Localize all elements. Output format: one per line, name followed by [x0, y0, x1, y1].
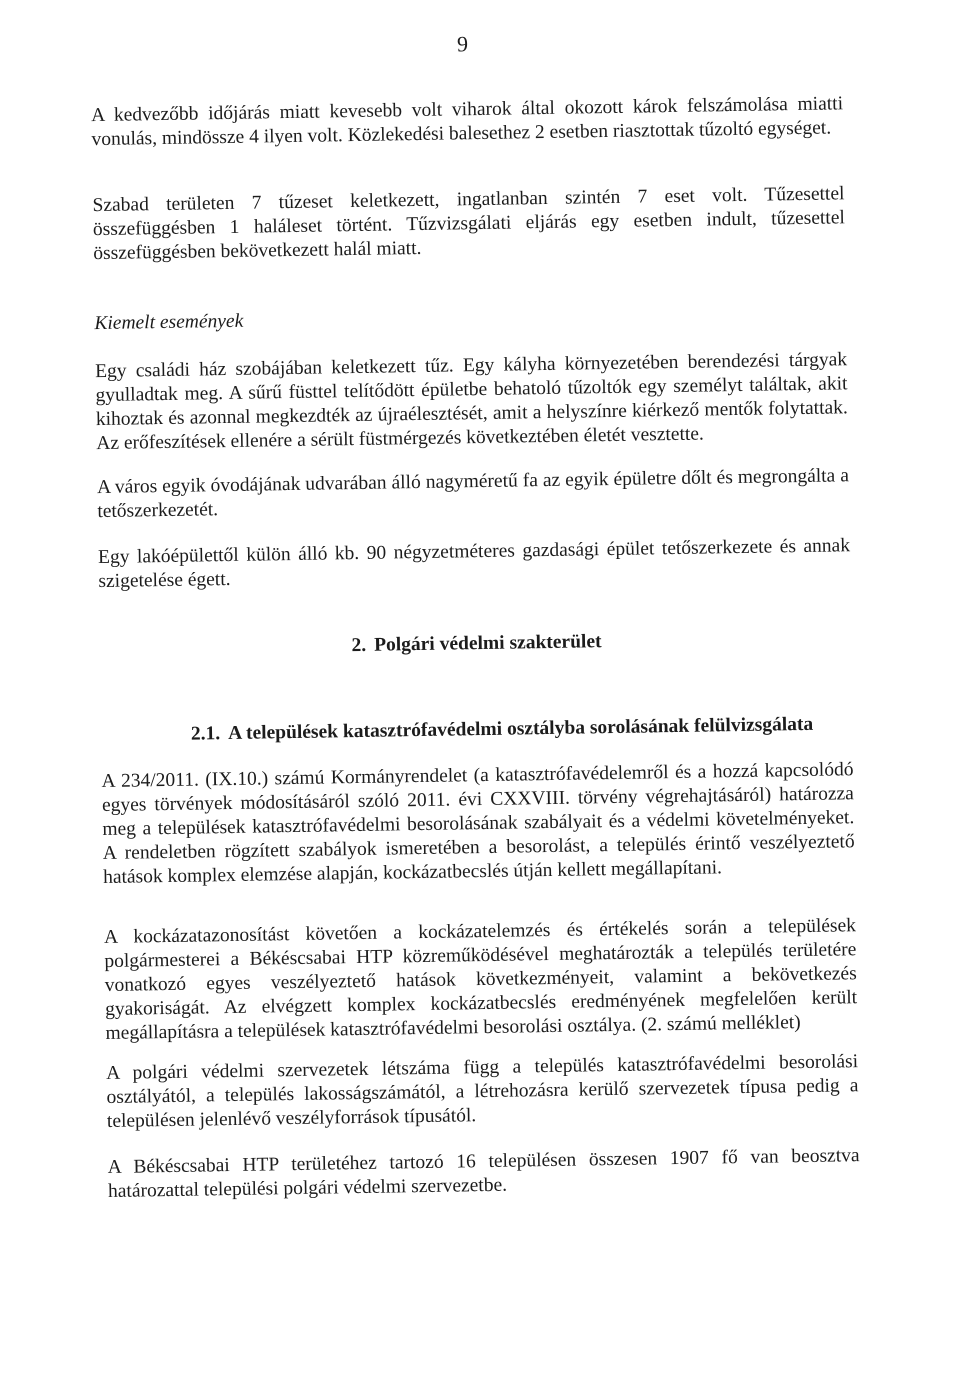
paragraph-fire-incidents: Szabad területen 7 tűzeset keletkezett, ingatlanban szintén 7 eset volt. Tűzesettel összefüggésben 1 haláleset történt. Tűzvizsgálati eljárás egy esetben indult, tűzesettel összefüggésben bekövetkezett halál miatt. — [92, 183, 846, 265]
paragraph-barn-fire: Egy lakóépülettől külön álló kb. 90 négyzetméteres gazdasági épület tetőszerkezete és annak szigetelése égett. — [97, 535, 851, 593]
section-heading-2-1-number: 2.1. — [190, 723, 221, 745]
paragraph-organization-size: A polgári védelmi szervezetek létszáma függ a település katasztrófavédelmi besorolási osztályától, a település lakosságszámától, a létrehozásra kerülő szervezetek típusa pedig a településen jelenlévő veszélyforrások típusától. — [106, 1051, 859, 1132]
paragraph-weather-damage: A kedvezőbb időjárás miatt kevesebb volt viharok által okozott károk felszámolása miatti vonulás, mindössze 4 ilyen volt. Közlekedési balesethez 2 esetben riasztottak tűzoltó egységet. — [90, 93, 844, 151]
paragraph-tree-fall: A város egyik óvodájának udvarában álló nagyméretű fa az egyik épületre dőlt és megrongálta a tetőszerkezetét. — [96, 465, 850, 523]
section-heading-2-1 — [191, 713, 814, 747]
section-heading-2-1-title: A települések katasztrófavédelmi osztályba sorolásának felülvizsgálata — [227, 713, 814, 745]
section-heading-2 — [351, 630, 601, 658]
paragraph-risk-assessment: A kockázatazonosítást követően a kockázatelemzés és értékelés során a települések polgármesterei a Békéscsabai HTP közreműködésével meghatározták a település területére vonatkozó egyes veszélyeztető hatások következményeit, valamint a bekövetkezés gyakoriságát. Az elvégzett komplex kockázatbecslés eredményének megfelelően került megállapításra a települések katasztrófavédelmi besorolási osztálya. (2. számú melléklet) — [103, 915, 858, 1045]
paragraph-government-decree: A 234/2011. (IX.10.) számú Kormányrendelet (a katasztrófavédelemről és a hozzá kapcsolódó egyes törvények módosításáról szóló 2011. évi CXXVIII. törvény végrehajtásáról) határozza meg a települések katasztrófavédelmi besorolásának szabályait és a védelmi követelményeket. A rendeletben rögzített szabályok ismeretében a besorolást, a település érintő veszélyeztető hatások komplex elemzése alapján, kockázatbecslés útján kellett megállapítani. — [101, 759, 855, 889]
paragraph-house-fire: Egy családi ház szobájában keletkezett tűz. Egy kályha környezetében berendezési tárgyak gyulladtak meg. A sűrű füsttel telítődött épületbe behatoló tűzoltók egy személyt találtak, akit kihoztak és azonnal megkezdték az újraélesztését, amit a helyszínre kiérkező mentők folytattak. Az erőfeszítések ellenére a sérült füstmérgezés következtében életét vesztette. — [94, 349, 848, 455]
page-number: 9 — [456, 31, 469, 57]
paragraph-personnel-count: A Békéscsabai HTP területéhez tartozó 16 településen összesen 1907 fő van beosztva határozattal települési polgári védelmi szervezetbe. — [107, 1145, 860, 1202]
section-heading-2-title: Polgári védelmi szakterület — [373, 631, 602, 656]
section-heading-2-number: 2. — [351, 634, 367, 657]
subheading-highlighted-events: Kiemelt események — [94, 310, 244, 335]
